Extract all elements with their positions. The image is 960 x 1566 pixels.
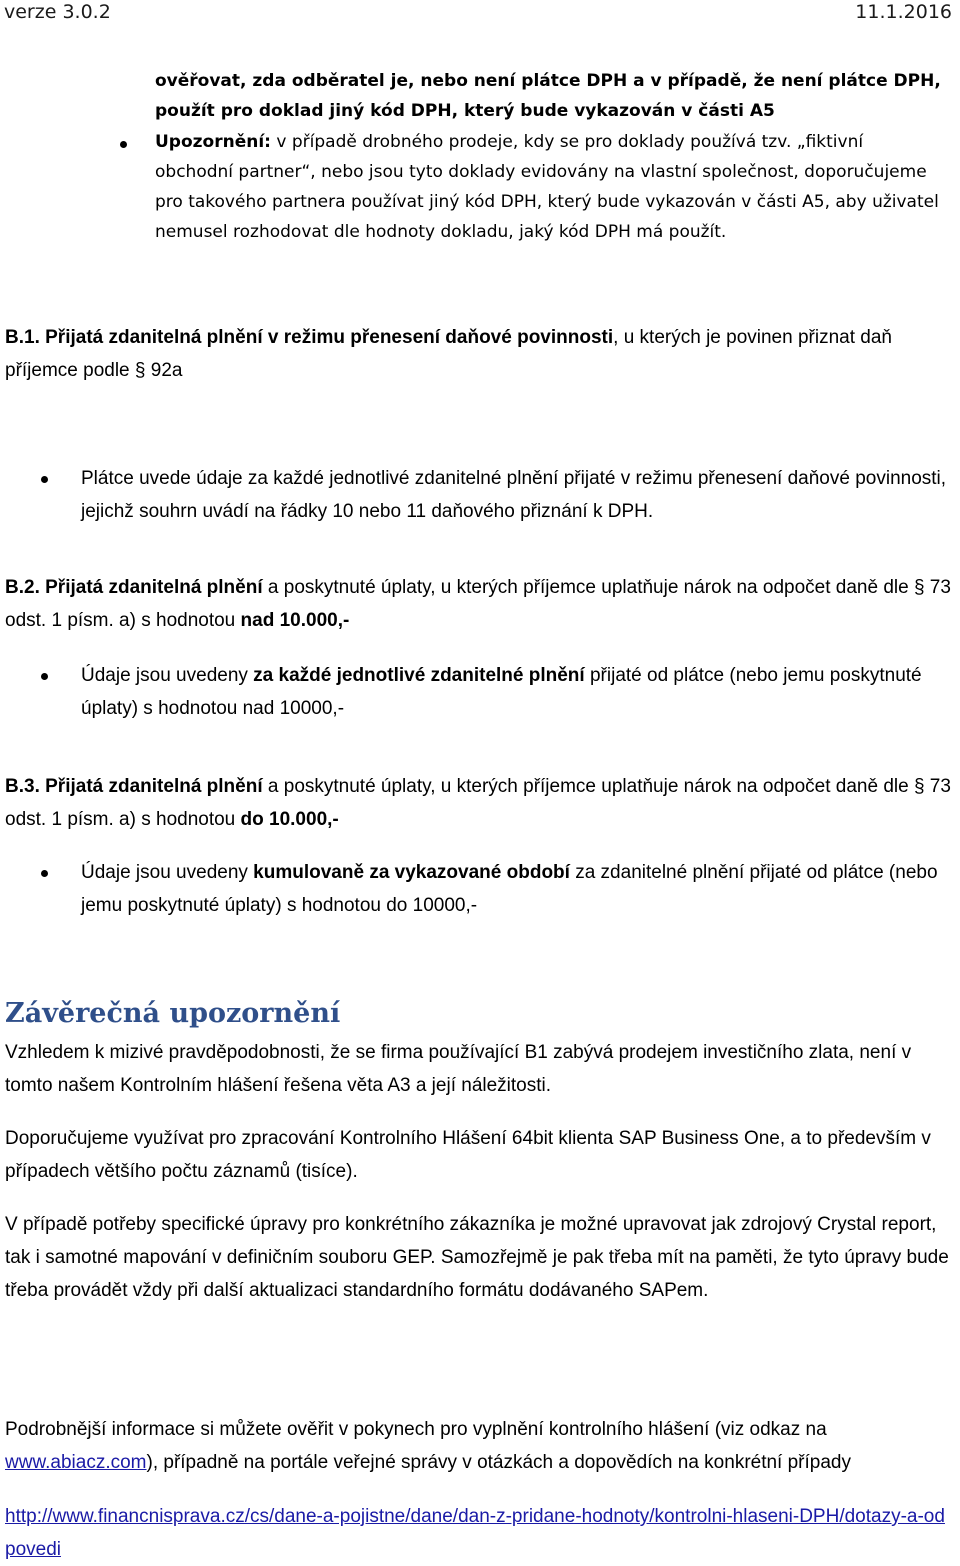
- b3-bullet-bold: kumulovaně za vykazované období: [253, 862, 570, 883]
- b2-bullet-bold: za každé jednotlivé zdanitelné plnění: [253, 665, 585, 686]
- financnisprava-paragraph: [5, 1500, 945, 1566]
- b3-bullet-pre: Údaje jsou uvedeny: [81, 862, 254, 883]
- p4-text-pre: Podrobnější informace si můžete ověřit v pokynech pro vyplnění kontrolního hlášení (viz odkaz na: [5, 1419, 827, 1440]
- b1-bullet-text: Plátce uvede údaje za každé jednotlivé zdanitelné plnění přijaté v režimu přenesení daňové povinnosti, jejichž souhrn uvádí na řádky 10 nebo 11 daňového přiznání k DPH.: [81, 468, 947, 522]
- bullet-icon: [41, 870, 48, 877]
- b3-heading-bold: B.3. Přijatá zdanitelná plnění: [5, 776, 263, 797]
- closing-paragraph-2: Doporučujeme využívat pro zpracování Kontrolního Hlášení 64bit klienta SAP Business One, a to především v případech většího počtu záznamů (tisíce).: [5, 1128, 931, 1182]
- b3-bullet-post: za zdanitelné plnění přijaté od plátce (nebo jemu poskytnuté úplaty) s hodnotou do 10000,-: [81, 862, 938, 916]
- header-date: 11.1.2016: [855, 1, 952, 23]
- b3-bullet: [81, 856, 959, 922]
- header-version: verze 3.0.2: [4, 1, 111, 23]
- closing-heading: Závěrečná upozornění: [5, 998, 341, 1029]
- p4-text-post: ), případně na portále veřejné správy v otázkách a dopovědích na konkrétní případy: [146, 1452, 851, 1473]
- abiacz-link[interactable]: www.abiacz.com: [5, 1452, 147, 1473]
- b1-heading-bold: B.1. Přijatá zdanitelná plnění v režimu přenesení daňové povinnosti: [5, 327, 614, 348]
- bullet-icon: [41, 673, 48, 680]
- closing-paragraph-4: [5, 1413, 955, 1479]
- b2-bullet-pre: Údaje jsou uvedeny: [81, 665, 254, 686]
- closing-paragraph-3: V případě potřeby specifické úpravy pro konkrétního zákazníka je možné upravovat jak zdrojový Crystal report, tak i samotné mapování v definičním souboru GEP. Samozřejmě je pak třeba mít na paměti, že tyto úpravy bude třeba provádět vždy při další aktualizaci standardního formátu dodávaného SAPem.: [5, 1214, 949, 1301]
- b2-bullet: [81, 659, 926, 725]
- bullet-icon: [41, 476, 48, 483]
- b3-heading: [5, 770, 955, 836]
- upozorneni-label: Upozornění:: [155, 132, 271, 152]
- b1-heading-rest: , u kterých je povinen přiznat daň příjemce podle § 92a: [5, 327, 892, 381]
- financnisprava-link[interactable]: http://www.financnisprava.cz/cs/dane-a-pojistne/dane/dan-z-pridane-hodnoty/kontrolni-hlaseni-DPH/dotazy-a-odpovedi: [5, 1506, 945, 1560]
- closing-paragraph-1: Vzhledem k mizivé pravděpodobnosti, že se firma používající B1 zabývá prodejem investičního zlata, není v tomto našem Kontrolním hlášení řešena věta A3 a její náležitosti.: [5, 1042, 912, 1096]
- upozorneni-paragraph: [155, 127, 945, 247]
- upozorneni-text: v případě drobného prodeje, kdy se pro doklady používá tzv. „fiktivní obchodní partner“, nebo jsou tyto doklady evidovány na vlastní společnost, doporučujeme pro takového partnera používat jiný kód DPH, který bude vykazován v části A5, aby uživatel nemusel rozhodovat dle hodnoty dokladu, jaký kód DPH má použít.: [155, 132, 939, 242]
- bullet-icon: [120, 141, 127, 148]
- b2-heading-bold: B.2. Přijatá zdanitelná plnění: [5, 577, 263, 598]
- continuation-line-1: ověřovat, zda odběratel je, nebo není plátce DPH a v případě, že není plátce DPH,: [155, 71, 941, 91]
- b2-bullet-post: přijaté od plátce (nebo jemu poskytnuté úplaty) s hodnotou nad 10000,-: [81, 665, 922, 719]
- continuation-line-2: použít pro doklad jiný kód DPH, který bude vykazován v části A5: [155, 101, 775, 121]
- b1-heading: [5, 321, 955, 387]
- b2-heading-bold-end: nad 10.000,-: [240, 610, 350, 631]
- b2-heading-rest: a poskytnuté úplaty, u kterých příjemce uplatňuje nárok na odpočet daně dle § 73 odst. 1 písm. a) s hodnotou: [5, 577, 951, 631]
- b3-heading-rest: a poskytnuté úplaty, u kterých příjemce uplatňuje nárok na odpočet daně dle § 73 odst. 1 písm. a) s hodnotou: [5, 776, 951, 830]
- b3-heading-bold-end: do 10.000,-: [240, 809, 339, 830]
- b2-heading: [5, 571, 955, 637]
